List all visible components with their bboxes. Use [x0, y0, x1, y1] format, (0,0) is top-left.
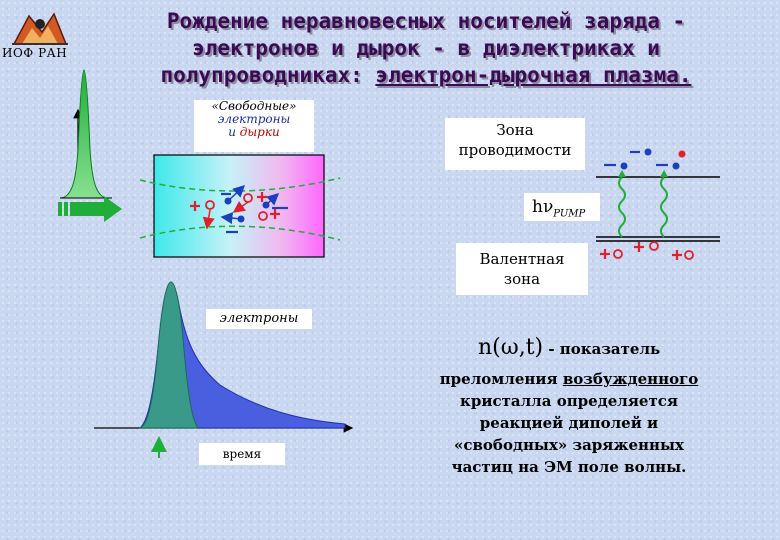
description-text — [424, 368, 714, 478]
free-carriers-holes: дырки — [239, 125, 280, 139]
photon-energy-label — [524, 193, 600, 221]
title-line-3-underlined: электрон-дырочная плазма. — [375, 63, 692, 87]
band-diagram — [596, 149, 720, 261]
refractive-index-label — [478, 335, 660, 360]
conduction-band-line-1: Зона — [496, 121, 534, 139]
title-line-2: электронов и дырок - в диэлектриках и — [192, 36, 660, 60]
free-carriers-line-2: электроны — [217, 112, 291, 126]
title-line-3-prefix: полупроводниках: — [160, 63, 376, 87]
description-line-3: реакцией диполей и — [479, 414, 659, 432]
free-carriers-label — [194, 100, 314, 152]
free-carriers-line-1: «Свободные» — [211, 99, 297, 113]
title-line-1: Рождение неравновесных носителей заряда - — [166, 9, 686, 33]
free-carriers-and: и — [228, 125, 240, 139]
free-carriers-line-3 — [194, 126, 314, 139]
valence-band-label — [456, 243, 588, 295]
logo-text: ИОФ РАН — [2, 46, 68, 60]
refractive-index-symbol: n(ω,t) — [478, 335, 544, 360]
description-line-1-underlined: возбужденного — [562, 370, 699, 388]
pump-arrow — [58, 196, 122, 222]
description-line-1-prefix: преломления — [439, 370, 563, 388]
conduction-band-line-2: проводимости — [458, 141, 572, 159]
valence-band-line-1: Валентная — [479, 250, 565, 268]
description-line-2: кристалла определяется — [460, 392, 678, 410]
crystal-block — [140, 155, 340, 257]
photon-energy-sub: PUMP — [553, 208, 586, 220]
description-line-4: «свободных» заряженных — [454, 436, 684, 454]
refractive-index-suffix: - показатель — [543, 340, 661, 358]
description-line-1 — [424, 368, 714, 390]
valence-band-line-2: зона — [503, 270, 541, 288]
electrons-label: электроны — [206, 309, 312, 329]
description-line-5: частиц на ЭМ поле волны. — [451, 458, 687, 476]
conduction-band-label — [445, 118, 585, 170]
laser-pulse — [60, 70, 112, 198]
photon-energy-main: hν — [532, 197, 554, 217]
time-axis-label: время — [199, 443, 285, 465]
